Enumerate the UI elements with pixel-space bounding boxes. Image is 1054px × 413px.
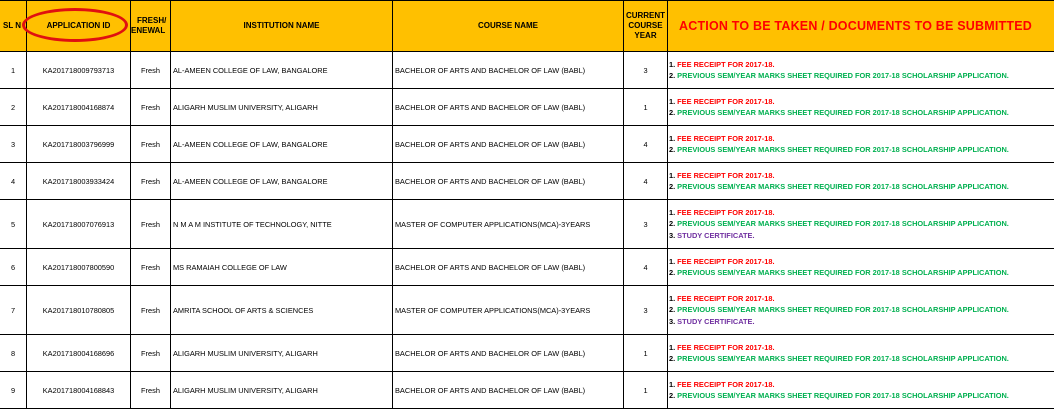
application-id-cell: KA201718007076913 xyxy=(27,200,131,249)
action-item-study xyxy=(669,316,1054,328)
institution-cell: AL-AMEEN COLLEGE OF LAW, BANGALORE xyxy=(171,52,393,89)
course-cell: BACHELOR OF ARTS AND BACHELOR OF LAW (BABL) xyxy=(393,372,624,409)
header-year-line3: YEAR xyxy=(634,31,657,40)
sl-cell: 5 xyxy=(0,200,27,249)
header-sl-no: SL N xyxy=(0,1,27,52)
action-item-marks xyxy=(669,353,1054,365)
type-cell: Fresh xyxy=(131,163,171,200)
action-number: 3. xyxy=(669,230,676,240)
application-id-cell: KA201718003796999 xyxy=(27,126,131,163)
action-text: FEE RECEIPT FOR 2017-18. xyxy=(677,293,775,303)
action-item-marks xyxy=(669,144,1054,156)
action-number: 2. xyxy=(669,219,676,229)
type-cell: Fresh xyxy=(131,89,171,126)
action-number: 1. xyxy=(669,133,676,143)
type-cell: Fresh xyxy=(131,335,171,372)
action-text: PREVIOUS SEM/YEAR MARKS SHEET REQUIRED FOR 2017-18 SCHOLARSHIP APPLICATION. xyxy=(677,305,1009,315)
action-item-marks xyxy=(669,181,1054,193)
action-cell xyxy=(668,249,1054,286)
action-item-fee xyxy=(669,96,1054,108)
year-cell: 1 xyxy=(624,335,668,372)
table-row xyxy=(0,89,1054,126)
application-id-cell: KA201718004168874 xyxy=(27,89,131,126)
course-cell: BACHELOR OF ARTS AND BACHELOR OF LAW (BABL) xyxy=(393,89,624,126)
action-number: 1. xyxy=(669,342,676,352)
action-item-fee xyxy=(669,379,1054,391)
action-text: PREVIOUS SEM/YEAR MARKS SHEET REQUIRED FOR 2017-18 SCHOLARSHIP APPLICATION. xyxy=(677,268,1009,277)
year-cell: 1 xyxy=(624,372,668,409)
year-cell: 3 xyxy=(624,52,668,89)
sl-cell: 2 xyxy=(0,89,27,126)
table-row xyxy=(0,372,1054,409)
action-number: 1. xyxy=(669,59,676,69)
table-row xyxy=(0,200,1054,249)
action-text: PREVIOUS SEM/YEAR MARKS SHEET REQUIRED FOR 2017-18 SCHOLARSHIP APPLICATION. xyxy=(677,219,1009,229)
action-cell xyxy=(668,126,1054,163)
action-cell xyxy=(668,89,1054,126)
action-text: FEE RECEIPT FOR 2017-18. xyxy=(677,59,775,69)
action-number: 1. xyxy=(669,207,676,217)
type-cell: Fresh xyxy=(131,372,171,409)
action-number: 1. xyxy=(669,170,676,180)
course-cell: BACHELOR OF ARTS AND BACHELOR OF LAW (BABL) xyxy=(393,126,624,163)
table-row xyxy=(0,52,1054,89)
institution-cell: MS RAMAIAH COLLEGE OF LAW xyxy=(171,249,393,286)
course-cell: BACHELOR OF ARTS AND BACHELOR OF LAW (BABL) xyxy=(393,52,624,89)
action-text: PREVIOUS SEM/YEAR MARKS SHEET REQUIRED FOR 2017-18 SCHOLARSHIP APPLICATION. xyxy=(677,145,1009,154)
year-cell: 4 xyxy=(624,126,668,163)
header-year-line1: CURRENT xyxy=(625,11,666,20)
header-fresh-line2: ENEWAL xyxy=(131,26,166,35)
action-item-marks xyxy=(669,390,1054,402)
action-item-fee xyxy=(669,133,1054,145)
action-cell xyxy=(668,286,1054,335)
action-number: 2. xyxy=(669,108,676,117)
action-text: PREVIOUS SEM/YEAR MARKS SHEET REQUIRED FOR 2017-18 SCHOLARSHIP APPLICATION. xyxy=(677,108,1009,117)
action-item-fee xyxy=(669,256,1054,268)
action-item-fee xyxy=(669,342,1054,354)
type-cell: Fresh xyxy=(131,286,171,335)
action-item-fee xyxy=(669,207,1054,219)
header-application-id: APPLICATION ID xyxy=(27,1,131,52)
action-text: FEE RECEIPT FOR 2017-18. xyxy=(677,207,775,217)
table-row xyxy=(0,286,1054,335)
year-cell: 3 xyxy=(624,200,668,249)
action-cell xyxy=(668,52,1054,89)
action-number: 1. xyxy=(669,379,676,389)
header-year-line2: COURSE xyxy=(628,21,663,30)
year-cell: 4 xyxy=(624,249,668,286)
sl-cell: 8 xyxy=(0,335,27,372)
action-item-marks xyxy=(669,70,1054,82)
institution-cell: AMRITA SCHOOL OF ARTS & SCIENCES xyxy=(171,286,393,335)
action-number: 1. xyxy=(669,96,676,106)
action-number: 1. xyxy=(669,256,676,266)
header-action: ACTION TO BE TAKEN / DOCUMENTS TO BE SUBMITTED xyxy=(668,1,1054,52)
action-text: FEE RECEIPT FOR 2017-18. xyxy=(677,342,775,352)
table-row xyxy=(0,126,1054,163)
action-item-fee xyxy=(669,170,1054,182)
application-id-cell: KA201718004168696 xyxy=(27,335,131,372)
action-number: 2. xyxy=(669,305,676,315)
type-cell: Fresh xyxy=(131,126,171,163)
action-number: 3. xyxy=(669,316,676,326)
institution-cell: AL-AMEEN COLLEGE OF LAW, BANGALORE xyxy=(171,163,393,200)
action-number: 2. xyxy=(669,182,676,191)
action-text: FEE RECEIPT FOR 2017-18. xyxy=(677,256,775,266)
action-text: PREVIOUS SEM/YEAR MARKS SHEET REQUIRED FOR 2017-18 SCHOLARSHIP APPLICATION. xyxy=(677,391,1009,400)
application-id-cell: KA201718007800590 xyxy=(27,249,131,286)
application-id-cell: KA201718010780805 xyxy=(27,286,131,335)
action-number: 2. xyxy=(669,268,676,277)
table-row xyxy=(0,163,1054,200)
sl-cell: 9 xyxy=(0,372,27,409)
action-item-marks xyxy=(669,267,1054,279)
action-number: 1. xyxy=(669,293,676,303)
course-cell: BACHELOR OF ARTS AND BACHELOR OF LAW (BABL) xyxy=(393,335,624,372)
action-number: 2. xyxy=(669,391,676,400)
type-cell: Fresh xyxy=(131,200,171,249)
action-text: PREVIOUS SEM/YEAR MARKS SHEET REQUIRED FOR 2017-18 SCHOLARSHIP APPLICATION. xyxy=(677,354,1009,363)
course-cell: BACHELOR OF ARTS AND BACHELOR OF LAW (BABL) xyxy=(393,249,624,286)
header-fresh-renewal xyxy=(131,1,171,52)
header-fresh-line1: FRESH/ xyxy=(137,16,167,25)
action-number: 2. xyxy=(669,71,676,80)
type-cell: Fresh xyxy=(131,52,171,89)
action-cell xyxy=(668,372,1054,409)
table-row xyxy=(0,335,1054,372)
year-cell: 1 xyxy=(624,89,668,126)
action-item-marks xyxy=(669,218,1054,230)
application-id-cell: KA201718003933424 xyxy=(27,163,131,200)
header-institution-name: INSTITUTION NAME xyxy=(171,1,393,52)
application-id-cell: KA201718009793713 xyxy=(27,52,131,89)
course-cell: MASTER OF COMPUTER APPLICATIONS(MCA)-3YEARS xyxy=(393,200,624,249)
header-row xyxy=(0,1,1054,52)
course-cell: BACHELOR OF ARTS AND BACHELOR OF LAW (BABL) xyxy=(393,163,624,200)
header-current-course-year xyxy=(624,1,668,52)
action-text: FEE RECEIPT FOR 2017-18. xyxy=(677,96,775,106)
action-text: STUDY CERTIFICATE. xyxy=(677,316,755,326)
table-row xyxy=(0,249,1054,286)
sl-cell: 7 xyxy=(0,286,27,335)
header-course-name: COURSE NAME xyxy=(393,1,624,52)
action-number: 2. xyxy=(669,354,676,363)
action-item-fee xyxy=(669,59,1054,71)
action-cell xyxy=(668,163,1054,200)
action-item-fee xyxy=(669,293,1054,305)
action-item-study xyxy=(669,230,1054,242)
action-text: PREVIOUS SEM/YEAR MARKS SHEET REQUIRED FOR 2017-18 SCHOLARSHIP APPLICATION. xyxy=(677,71,1009,80)
action-text: FEE RECEIPT FOR 2017-18. xyxy=(677,170,775,180)
action-text: FEE RECEIPT FOR 2017-18. xyxy=(677,379,775,389)
type-cell: Fresh xyxy=(131,249,171,286)
institution-cell: N M A M INSTITUTE OF TECHNOLOGY, NITTE xyxy=(171,200,393,249)
application-id-cell: KA201718004168843 xyxy=(27,372,131,409)
sl-cell: 6 xyxy=(0,249,27,286)
action-text: PREVIOUS SEM/YEAR MARKS SHEET REQUIRED FOR 2017-18 SCHOLARSHIP APPLICATION. xyxy=(677,182,1009,191)
course-cell: MASTER OF COMPUTER APPLICATIONS(MCA)-3YEARS xyxy=(393,286,624,335)
action-text: STUDY CERTIFICATE. xyxy=(677,230,755,240)
sl-cell: 1 xyxy=(0,52,27,89)
year-cell: 4 xyxy=(624,163,668,200)
institution-cell: ALIGARH MUSLIM UNIVERSITY, ALIGARH xyxy=(171,89,393,126)
action-text: FEE RECEIPT FOR 2017-18. xyxy=(677,133,775,143)
sl-cell: 3 xyxy=(0,126,27,163)
year-cell: 3 xyxy=(624,286,668,335)
action-item-marks xyxy=(669,107,1054,119)
sl-cell: 4 xyxy=(0,163,27,200)
action-cell xyxy=(668,335,1054,372)
institution-cell: ALIGARH MUSLIM UNIVERSITY, ALIGARH xyxy=(171,335,393,372)
action-item-marks xyxy=(669,304,1054,316)
action-number: 2. xyxy=(669,145,676,154)
institution-cell: ALIGARH MUSLIM UNIVERSITY, ALIGARH xyxy=(171,372,393,409)
institution-cell: AL-AMEEN COLLEGE OF LAW, BANGALORE xyxy=(171,126,393,163)
action-cell xyxy=(668,200,1054,249)
